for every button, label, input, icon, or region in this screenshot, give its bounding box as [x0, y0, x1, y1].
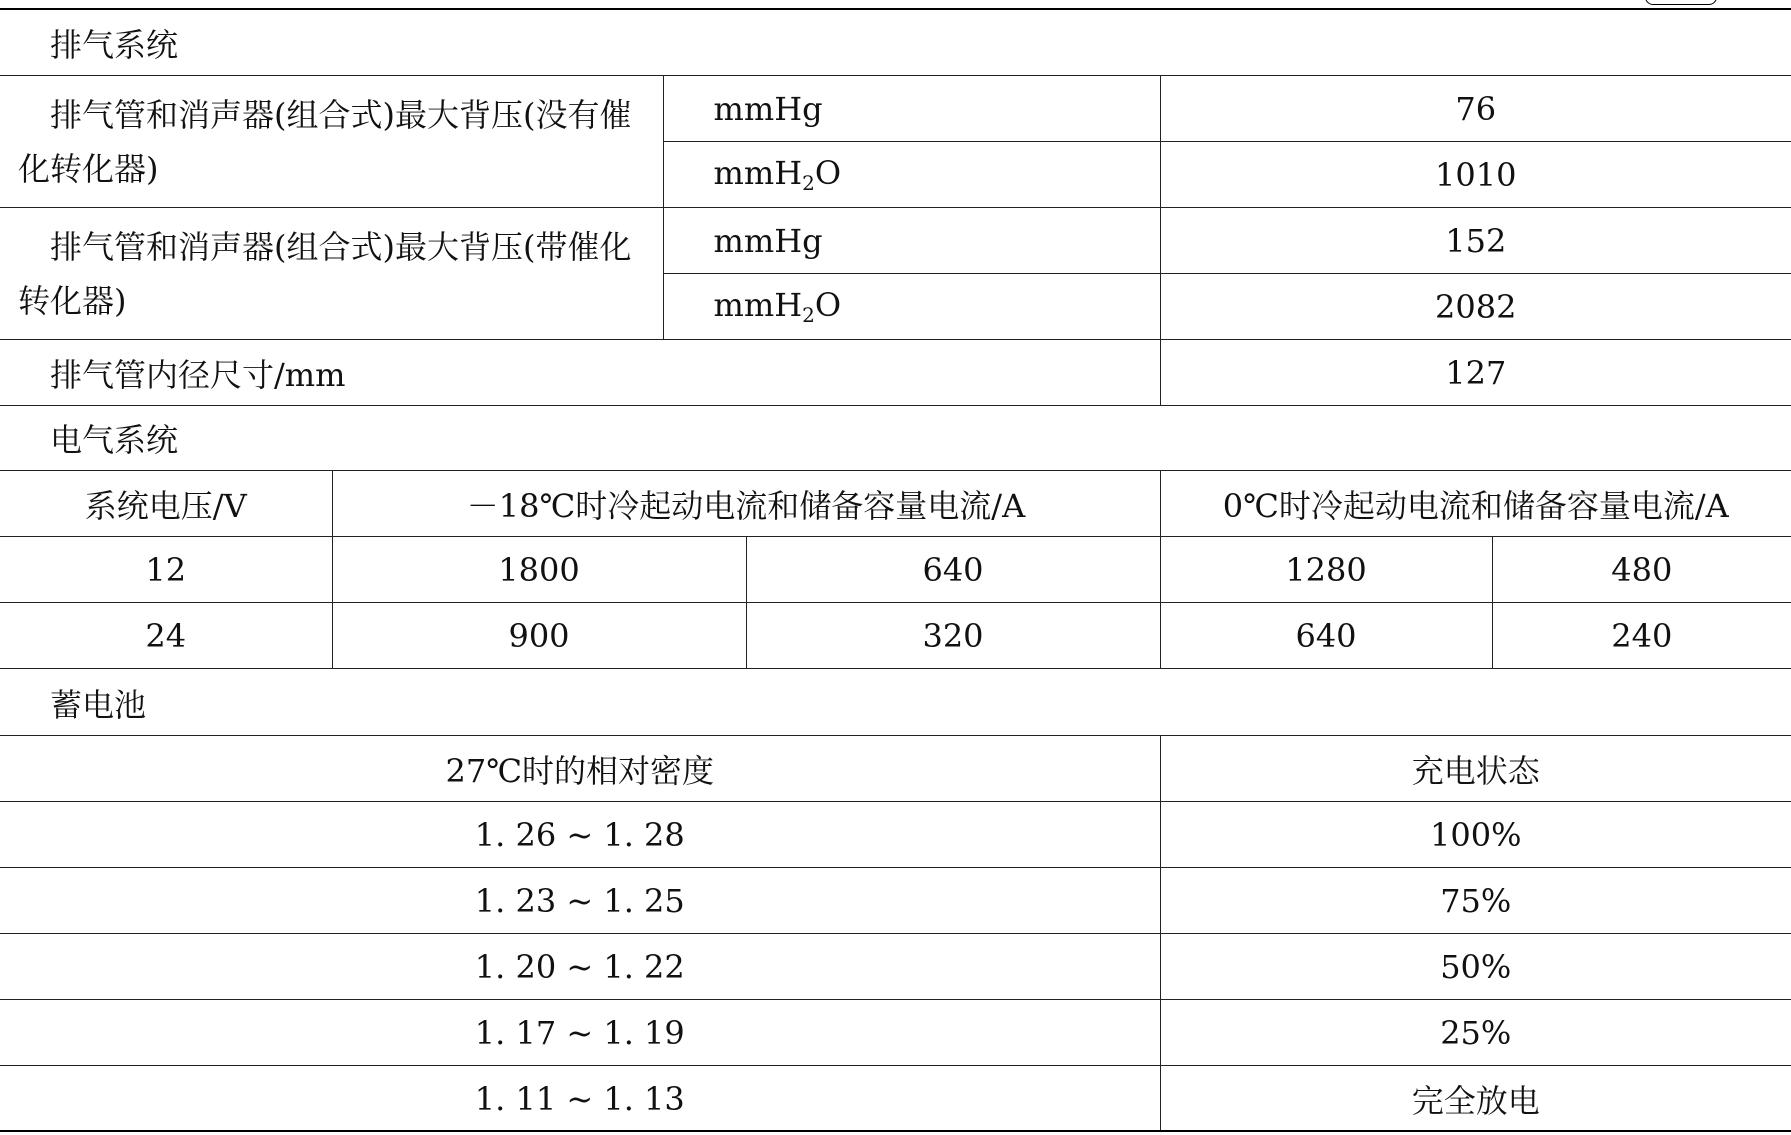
table-row — [0, 868, 1791, 934]
table-cell: 1. 17 ~ 1. 19 — [0, 1000, 1160, 1066]
table-row — [0, 1066, 1791, 1132]
column-header: 0℃时冷起动电流和储备容量电流/A — [1160, 471, 1791, 537]
table-cell: 50% — [1160, 934, 1791, 1000]
table-cell: 25% — [1160, 1000, 1791, 1066]
table-cell: 24 — [0, 603, 332, 669]
table-cell: 100% — [1160, 802, 1791, 868]
table-cell: 900 — [332, 603, 746, 669]
table-row — [0, 76, 1791, 142]
unit-mmh2o: mmH$_2$O — [663, 274, 1160, 340]
table-cell: 320 — [746, 603, 1160, 669]
unit-mmhg: mmHg — [663, 208, 1160, 274]
battery-section-row — [0, 670, 1791, 736]
unit-mmhg: mmHg — [663, 76, 1160, 142]
table-cell: 1280 — [1160, 537, 1492, 603]
battery-section-title: 蓄电池 — [0, 670, 1791, 736]
electrical-section-title: 电气系统 — [0, 405, 1791, 471]
table-cell: 12 — [0, 537, 332, 603]
table-row — [0, 1000, 1791, 1066]
table-cell: 1. 26 ~ 1. 28 — [0, 802, 1160, 868]
column-header: 系统电压/V — [0, 471, 332, 537]
table-row — [0, 340, 1791, 406]
bottom-rule — [0, 1130, 1791, 1132]
table-cell: 240 — [1492, 603, 1791, 669]
unit-mmh2o: mmH$_2$O — [663, 142, 1160, 208]
continued-mark — [1645, 0, 1717, 5]
column-header: －18℃时冷起动电流和储备容量电流/A — [332, 471, 1160, 537]
pipe-diameter-label: 排气管内径尺寸/mm — [0, 340, 1160, 406]
electrical-section-row — [0, 405, 1791, 471]
table-row — [0, 208, 1791, 274]
value-cell: 1010 — [1160, 142, 1791, 208]
electrical-table — [0, 405, 1791, 669]
table-cell: 1. 20 ~ 1. 22 — [0, 934, 1160, 1000]
table-row — [0, 603, 1791, 669]
exhaust-section-row — [0, 10, 1791, 76]
exhaust-section-title: 排气系统 — [0, 10, 1791, 76]
exhaust-table — [0, 10, 1791, 406]
table-cell: 75% — [1160, 868, 1791, 934]
table-cell: 480 — [1492, 537, 1791, 603]
column-header: 27℃时的相对密度 — [0, 736, 1160, 802]
backpressure-no-catalyst-label: 排气管和消声器(组合式)最大背压(没有催化转化器) — [0, 76, 663, 208]
table-row — [0, 802, 1791, 868]
table-row — [0, 934, 1791, 1000]
table-cell: 640 — [746, 537, 1160, 603]
table-row — [0, 537, 1791, 603]
table-cell: 1800 — [332, 537, 746, 603]
table-cell: 1. 11 ~ 1. 13 — [0, 1066, 1160, 1132]
value-cell: 76 — [1160, 76, 1791, 142]
value-cell: 2082 — [1160, 274, 1791, 340]
table-header-row — [0, 736, 1791, 802]
table-cell: 完全放电 — [1160, 1066, 1791, 1132]
value-cell: 127 — [1160, 340, 1791, 406]
table-cell: 640 — [1160, 603, 1492, 669]
battery-table — [0, 670, 1791, 1131]
table-header-row — [0, 471, 1791, 537]
table-cell: 1. 23 ~ 1. 25 — [0, 868, 1160, 934]
value-cell: 152 — [1160, 208, 1791, 274]
column-header: 充电状态 — [1160, 736, 1791, 802]
backpressure-with-catalyst-label: 排气管和消声器(组合式)最大背压(带催化转化器) — [0, 208, 663, 340]
